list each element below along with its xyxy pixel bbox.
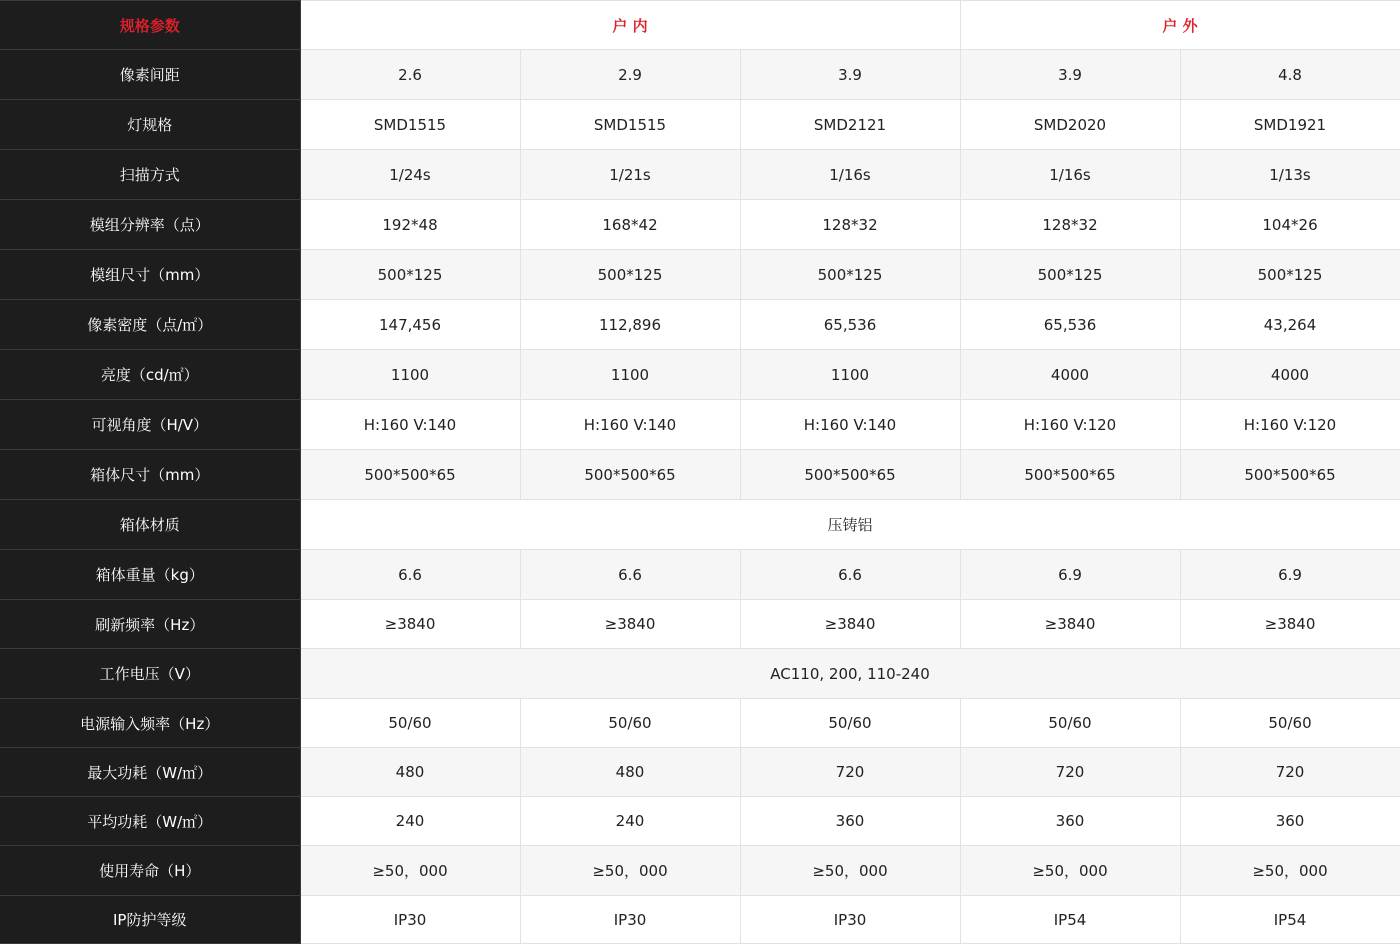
spec-row-label: 像素间距 (0, 50, 300, 100)
spec-value-cell: H:160 V:120 (1180, 400, 1400, 450)
spec-row (0, 300, 1400, 350)
spec-value-cell: 1/24s (300, 150, 520, 200)
outdoor-group-header: 户 外 (960, 1, 1400, 50)
spec-value-cell: 3.9 (960, 50, 1180, 100)
spec-value-cell: 1/21s (520, 150, 740, 200)
spec-value-cell: ≥50，000 (300, 846, 520, 896)
spec-value-cell: 1100 (300, 350, 520, 400)
spec-value-cell: IP30 (740, 896, 960, 944)
spec-value-cell: 50/60 (740, 699, 960, 748)
spec-value-cell: 2.6 (300, 50, 520, 100)
spec-row (0, 896, 1400, 944)
spec-row (0, 797, 1400, 846)
spec-value-cell: 1100 (520, 350, 740, 400)
spec-body (0, 50, 1400, 944)
spec-row-label: 工作电压（V） (0, 649, 300, 699)
spec-row-label: 模组分辨率（点） (0, 200, 300, 250)
spec-value-cell: H:160 V:140 (740, 400, 960, 450)
spec-value-cell: 240 (300, 797, 520, 846)
spec-value-cell: 128*32 (960, 200, 1180, 250)
spec-row-label: 箱体材质 (0, 500, 300, 550)
spec-value-cell: 147,456 (300, 300, 520, 350)
spec-value-cell: 500*125 (300, 250, 520, 300)
spec-value-cell: IP30 (520, 896, 740, 944)
header-row (0, 1, 1400, 50)
spec-row-label: 箱体重量（kg） (0, 550, 300, 600)
spec-value-cell: 500*500*65 (300, 450, 520, 500)
spec-row (0, 699, 1400, 748)
spec-header-label: 规格参数 (0, 1, 300, 50)
spec-value-cell: 480 (300, 748, 520, 797)
spec-value-cell: 50/60 (520, 699, 740, 748)
spec-value-cell: 168*42 (520, 200, 740, 250)
spec-row (0, 649, 1400, 699)
spec-value-cell: H:160 V:120 (960, 400, 1180, 450)
spec-value-cell: ≥3840 (740, 600, 960, 649)
spec-value-cell: 500*125 (960, 250, 1180, 300)
spec-value-cell: 6.6 (740, 550, 960, 600)
spec-row-label: 使用寿命（H） (0, 846, 300, 896)
spec-value-cell: 500*500*65 (960, 450, 1180, 500)
spec-row (0, 450, 1400, 500)
spec-value-cell: SMD2020 (960, 100, 1180, 150)
spec-value-cell: IP54 (960, 896, 1180, 944)
spec-value-cell: 4.8 (1180, 50, 1400, 100)
spec-value-cell: ≥3840 (300, 600, 520, 649)
spec-value-cell: 720 (740, 748, 960, 797)
spec-row-label: 刷新频率（Hz） (0, 600, 300, 649)
spec-row-label: IP防护等级 (0, 896, 300, 944)
spec-value-cell: 128*32 (740, 200, 960, 250)
spec-value-cell: 6.9 (1180, 550, 1400, 600)
spec-value-cell: 50/60 (300, 699, 520, 748)
spec-value-cell: H:160 V:140 (520, 400, 740, 450)
spec-row (0, 600, 1400, 649)
spec-value-cell: 720 (1180, 748, 1400, 797)
spec-value-cell: SMD1921 (1180, 100, 1400, 150)
spec-row (0, 350, 1400, 400)
spec-value-cell: 1/16s (960, 150, 1180, 200)
spec-value-cell: IP54 (1180, 896, 1400, 944)
spec-value-cell: 500*500*65 (520, 450, 740, 500)
spec-value-cell: 480 (520, 748, 740, 797)
spec-value-cell: 4000 (1180, 350, 1400, 400)
spec-value-cell: 500*125 (520, 250, 740, 300)
spec-row (0, 50, 1400, 100)
spec-value-cell: 6.6 (520, 550, 740, 600)
spec-row-label: 最大功耗（W/㎡） (0, 748, 300, 797)
spec-merged-value: 压铸铝 (300, 500, 1400, 550)
spec-row (0, 500, 1400, 550)
spec-value-cell: 65,536 (740, 300, 960, 350)
spec-value-cell: 1100 (740, 350, 960, 400)
spec-value-cell: H:160 V:140 (300, 400, 520, 450)
spec-value-cell: SMD1515 (300, 100, 520, 150)
spec-value-cell: 720 (960, 748, 1180, 797)
indoor-group-header: 户 内 (300, 1, 960, 50)
spec-row (0, 550, 1400, 600)
spec-value-cell: 112,896 (520, 300, 740, 350)
spec-value-cell: 104*26 (1180, 200, 1400, 250)
spec-row-label: 可视角度（H/V） (0, 400, 300, 450)
spec-value-cell: 500*125 (740, 250, 960, 300)
spec-value-cell: 43,264 (1180, 300, 1400, 350)
spec-value-cell: 500*125 (1180, 250, 1400, 300)
spec-value-cell: 4000 (960, 350, 1180, 400)
spec-value-cell: ≥3840 (520, 600, 740, 649)
spec-row-label: 平均功耗（W/㎡） (0, 797, 300, 846)
spec-value-cell: 65,536 (960, 300, 1180, 350)
spec-value-cell: IP30 (300, 896, 520, 944)
spec-merged-value: AC110, 200, 110-240 (300, 649, 1400, 699)
spec-value-cell: 6.6 (300, 550, 520, 600)
spec-value-cell: SMD1515 (520, 100, 740, 150)
spec-value-cell: ≥50，000 (1180, 846, 1400, 896)
spec-value-cell: ≥50，000 (960, 846, 1180, 896)
spec-value-cell: 240 (520, 797, 740, 846)
spec-value-cell: 500*500*65 (740, 450, 960, 500)
spec-value-cell: SMD2121 (740, 100, 960, 150)
spec-row (0, 250, 1400, 300)
spec-value-cell: 50/60 (960, 699, 1180, 748)
spec-value-cell: 3.9 (740, 50, 960, 100)
spec-value-cell: 1/13s (1180, 150, 1400, 200)
spec-value-cell: ≥50，000 (520, 846, 740, 896)
spec-row-label: 亮度（cd/㎡） (0, 350, 300, 400)
spec-value-cell: 360 (960, 797, 1180, 846)
spec-value-cell: 500*500*65 (1180, 450, 1400, 500)
spec-value-cell: ≥50，000 (740, 846, 960, 896)
spec-row (0, 200, 1400, 250)
spec-row-label: 像素密度（点/㎡） (0, 300, 300, 350)
spec-row (0, 846, 1400, 896)
spec-value-cell: 1/16s (740, 150, 960, 200)
spec-row-label: 箱体尺寸（mm） (0, 450, 300, 500)
spec-row-label: 扫描方式 (0, 150, 300, 200)
spec-value-cell: ≥3840 (1180, 600, 1400, 649)
spec-row-label: 电源输入频率（Hz） (0, 699, 300, 748)
spec-row (0, 400, 1400, 450)
spec-value-cell: 360 (740, 797, 960, 846)
spec-value-cell: 6.9 (960, 550, 1180, 600)
spec-value-cell: 2.9 (520, 50, 740, 100)
spec-row (0, 150, 1400, 200)
spec-value-cell: 360 (1180, 797, 1400, 846)
spec-row (0, 100, 1400, 150)
spec-value-cell: 50/60 (1180, 699, 1400, 748)
spec-row-label: 模组尺寸（mm） (0, 250, 300, 300)
spec-row-label: 灯规格 (0, 100, 300, 150)
spec-value-cell: 192*48 (300, 200, 520, 250)
spec-value-cell: ≥3840 (960, 600, 1180, 649)
spec-row (0, 748, 1400, 797)
